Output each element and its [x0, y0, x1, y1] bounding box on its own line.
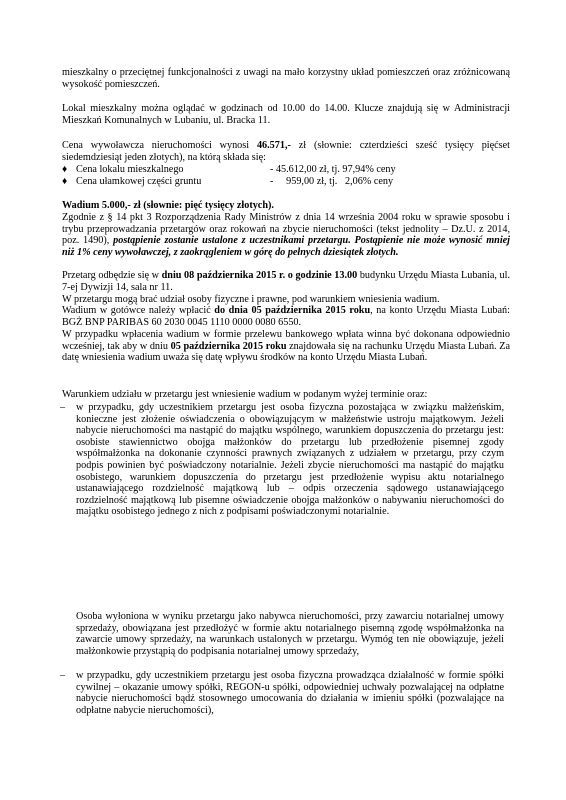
- price-item-value: - 959,00 zł, tj. 2,06% ceny: [270, 175, 394, 187]
- transfer-deadline: 05 października 2015 roku: [170, 340, 287, 352]
- auction-date-prefix: Przetarg odbędzie się w: [62, 270, 162, 281]
- dash-bullet-icon: –: [60, 402, 66, 413]
- wadium-heading: Wadium 5.000,- zł (słownie: pięć tysięcy złotych).: [62, 200, 274, 211]
- deposit-deadline: do dnia 05 października 2015 roku: [214, 305, 371, 316]
- auction-location: budynku Urzędu Miasta Lubania, ul. 7-ej Dywizji 14, sala nr 11.: [62, 270, 510, 293]
- price-item-label: Cena lokalu mieszkalnego: [76, 164, 184, 175]
- auction-date-paragraph: [62, 270, 510, 293]
- price-item-label: Cena ułamkowej części gruntu: [76, 175, 202, 187]
- deposit-account: , na konto Urzędu Miasta Lubań: BGŻ BNP PARIBAS 60 2030 0045 1110 0000 0080 6550.: [62, 305, 510, 328]
- price-amount: 46.571,-: [256, 140, 291, 151]
- price-breakdown-list: [62, 164, 510, 187]
- price-item-value: - 45.612,00 zł, tj. 97,94% ceny: [270, 164, 396, 175]
- auction-date: dniu 08 października 2015 r. o godzinie 13.00: [161, 270, 358, 281]
- diamond-bullet-icon: ♦: [62, 164, 68, 175]
- regulation-text: Zgodnie z § 14 pkt 3 Rozporządzenia Rady Ministrów z dnia 14 września 2004 roku w sprawie sposobu i trybu przeprowadzania przetargów oraz rokowań na zbycie nieruchomości (tekst jednolity – Dz.U. z 2014, poz. 1490),: [62, 212, 510, 247]
- viewing-paragraph: Lokal mieszkalny można oglądać w godzinach od 10.00 do 14.00. Klucze znajdują się w Administracji Mieszkań Komunalnych w Lubaniu, ul. Bracka 11.: [62, 103, 510, 126]
- condition-text: w przypadku, gdy uczestnikiem przetargu jest osoba fizyczna prowadząca działalność w formie spółki cywilnej – okazanie umowy spółki, REGON-u spółki, odpowiedniej uchwały pozwalającej na odpłatne nabycie nieruchomości bądź stosownego umocowania do działania w imieniu spółki (pozwalające na odpłatne nabycie nieruchomości),: [76, 670, 504, 716]
- deposit-prefix: Wadium w gotówce należy wpłacić: [62, 305, 215, 316]
- condition-item-partnership: [60, 670, 504, 716]
- price-item-land: [62, 176, 510, 188]
- transfer-suffix: znajdowała się na rachunku Urzędu Miasta Lubań. Za datę wniesienia wadium uważa się datę wpływu środków na konto Urzędu Miasta Lubań.: [62, 340, 510, 364]
- transfer-prefix: W przypadku wpłacenia wadium w formie przelewu bankowego wpłata winna być dokonana odpowiednio wcześniej, tak aby w dniu: [62, 329, 510, 352]
- condition-text: Osoba wyłoniona w wyniku przetargu jako nabywca nieruchomości, przy zawarciu notarialnej umowy sprzedaży, obowiązana jest przedłożyć w formie aktu notarialnego pisemną zgodę współmałżonka na zawarcie umowy sprzedaży, na warunkach ustalonych w przetargu. Wymóg ten nie obowiązuje, jeżeli małżonkowie przystąpią do podpisania notarialnej umowy sprzedaży,: [76, 611, 504, 657]
- condition-item-married-continuation: [76, 611, 504, 657]
- diamond-bullet-icon: ♦: [62, 175, 68, 187]
- condition-text: w przypadku, gdy uczestnikiem przetargu jest osoba fizyczna pozostająca w związku małżeńskim, konieczne jest złożenie oświadczenia o obowiązującym w małżeństwie ustroju majątkowym. Jeżeli nabycie nieruchomości ma nastąpić do majątku wspólnego, warunkiem dopuszczenia do przetargu jest: osobiste stawiennictwo obojga małżonków do przetargu lub przedłożenie pisemnej zgody współmałżonka na dokonanie czynności prawnych związanych z udziałem w przetargu, przy czym podpis powinien być poświadczony notarialnie. Jeżeli zbycie nieruchomości ma nastąpić do majątku osobistego, warunkiem dopuszczenia do przetargu jest przedłożenie wypisu aktu notarialnego ustanawiającego rozdzielność majątkową lub – odpis orzeczenia sądowego ustanawiającego rozdzielność majątkową lub pisemne oświadczenie obojga małżonków o nabywaniu nieruchomości do majątku osobistego jednego z nich z podpisami poświadczonymi notarialnie.: [76, 402, 504, 518]
- eligibility-paragraph: W przetargu mogą brać udział osoby fizyczne i prawne, pod warunkiem wniesienia wadium.: [62, 294, 440, 305]
- increment-rule: postąpienie zostanie ustalone z uczestnikami przetargu. Postąpienie nie może wynosić mniej niż 1% ceny wywoławczej, z zaokrągleniem w górę do pełnych dziesiątek złotych.: [62, 235, 510, 258]
- deposit-paragraph: [62, 305, 510, 328]
- regulation-paragraph: [62, 212, 510, 258]
- dash-bullet-icon: –: [60, 670, 66, 681]
- price-prefix: Cena wywoławcza nieruchomości wynosi: [62, 140, 257, 151]
- price-paragraph: [62, 140, 510, 163]
- condition-item-married: [60, 402, 504, 518]
- transfer-paragraph: [62, 329, 510, 364]
- conditions-intro: Warunkiem udziału w przetargu jest wniesienie wadium w podanym wyżej terminie oraz:: [62, 389, 428, 400]
- price-suffix: zł (słownie: czterdzieści sześć tysięcy pięćset siedemdziesiąt jeden złotych), na którą składa się:: [62, 140, 510, 163]
- intro-paragraph: mieszkalny o przeciętnej funkcjonalności z uwagi na mało korzystny układ pomieszczeń oraz zróżnicowaną wysokość pomieszczeń.: [62, 67, 510, 90]
- price-item-dwelling: [62, 164, 510, 176]
